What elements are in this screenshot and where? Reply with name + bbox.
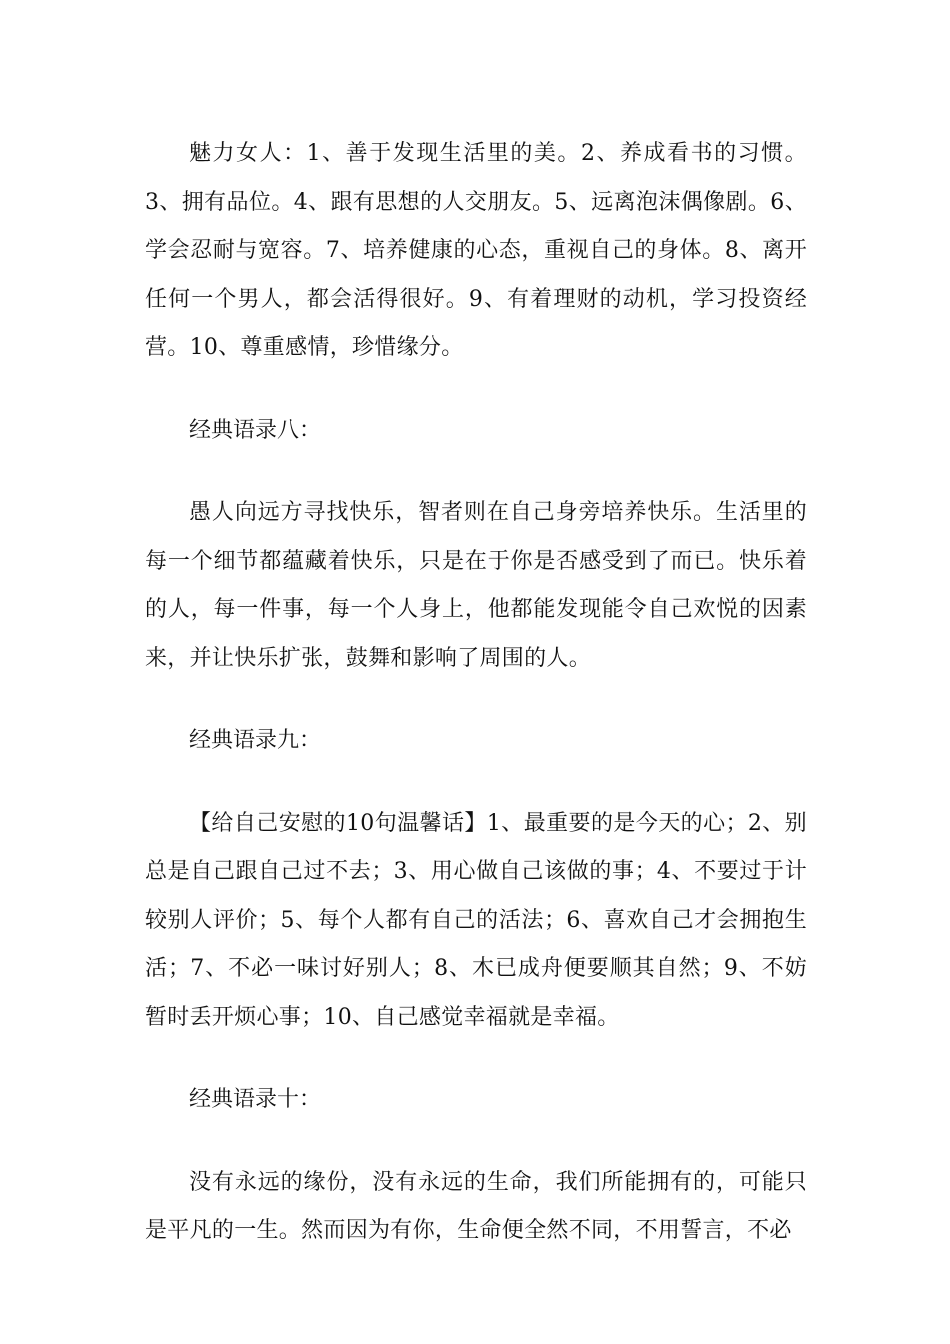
document-page: [145, 130, 807, 1290]
heading-quote-ten: 经典语录十：: [189, 1087, 322, 1112]
paragraph-quote-eight: 愚人向远方寻找快乐，智者则在自己身旁培养快乐。生活里的每一个细节都蕴藏着快乐，只是在于你是否感受到了而已。快乐着的人，每一件事，每一个人身上，他都能发现能令自己欢悦的因素来，并让快乐扩张，鼓舞和影响了周围的人。: [145, 500, 807, 671]
paragraph-quote-ten: 没有永远的缘份，没有永远的生命，我们所能拥有的，可能只是平凡的一生。然而因为有你，生命便全然不同，不用誓言，不必: [145, 1169, 807, 1243]
heading-quote-nine: 经典语录九：: [189, 728, 322, 753]
paragraph-quote-nine: 【给自己安慰的10句温馨话】1、最重要的是今天的心；2、别总是自己跟自己过不去；3、用心做自己该做的事；4、不要过于计较别人评价；5、每个人都有自己的活法；6、喜欢自己才会拥抱生活；7、不必一味讨好别人；8、木已成舟便要顺其自然；9、不妨暂时丢开烦心事；10、自己感觉幸福就是幸福。: [145, 810, 807, 1030]
paragraph-charming-woman: 魅力女人：1、善于发现生活里的美。2、养成看书的习惯。3、拥有品位。4、跟有思想的人交朋友。5、远离泡沫偶像剧。6、学会忍耐与宽容。7、培养健康的心态，重视自己的身体。8、离开任何一个男人，都会活得很好。9、有着理财的动机，学习投资经营。10、尊重感情，珍惜缘分。: [145, 141, 807, 360]
heading-quote-eight: 经典语录八：: [189, 417, 322, 443]
